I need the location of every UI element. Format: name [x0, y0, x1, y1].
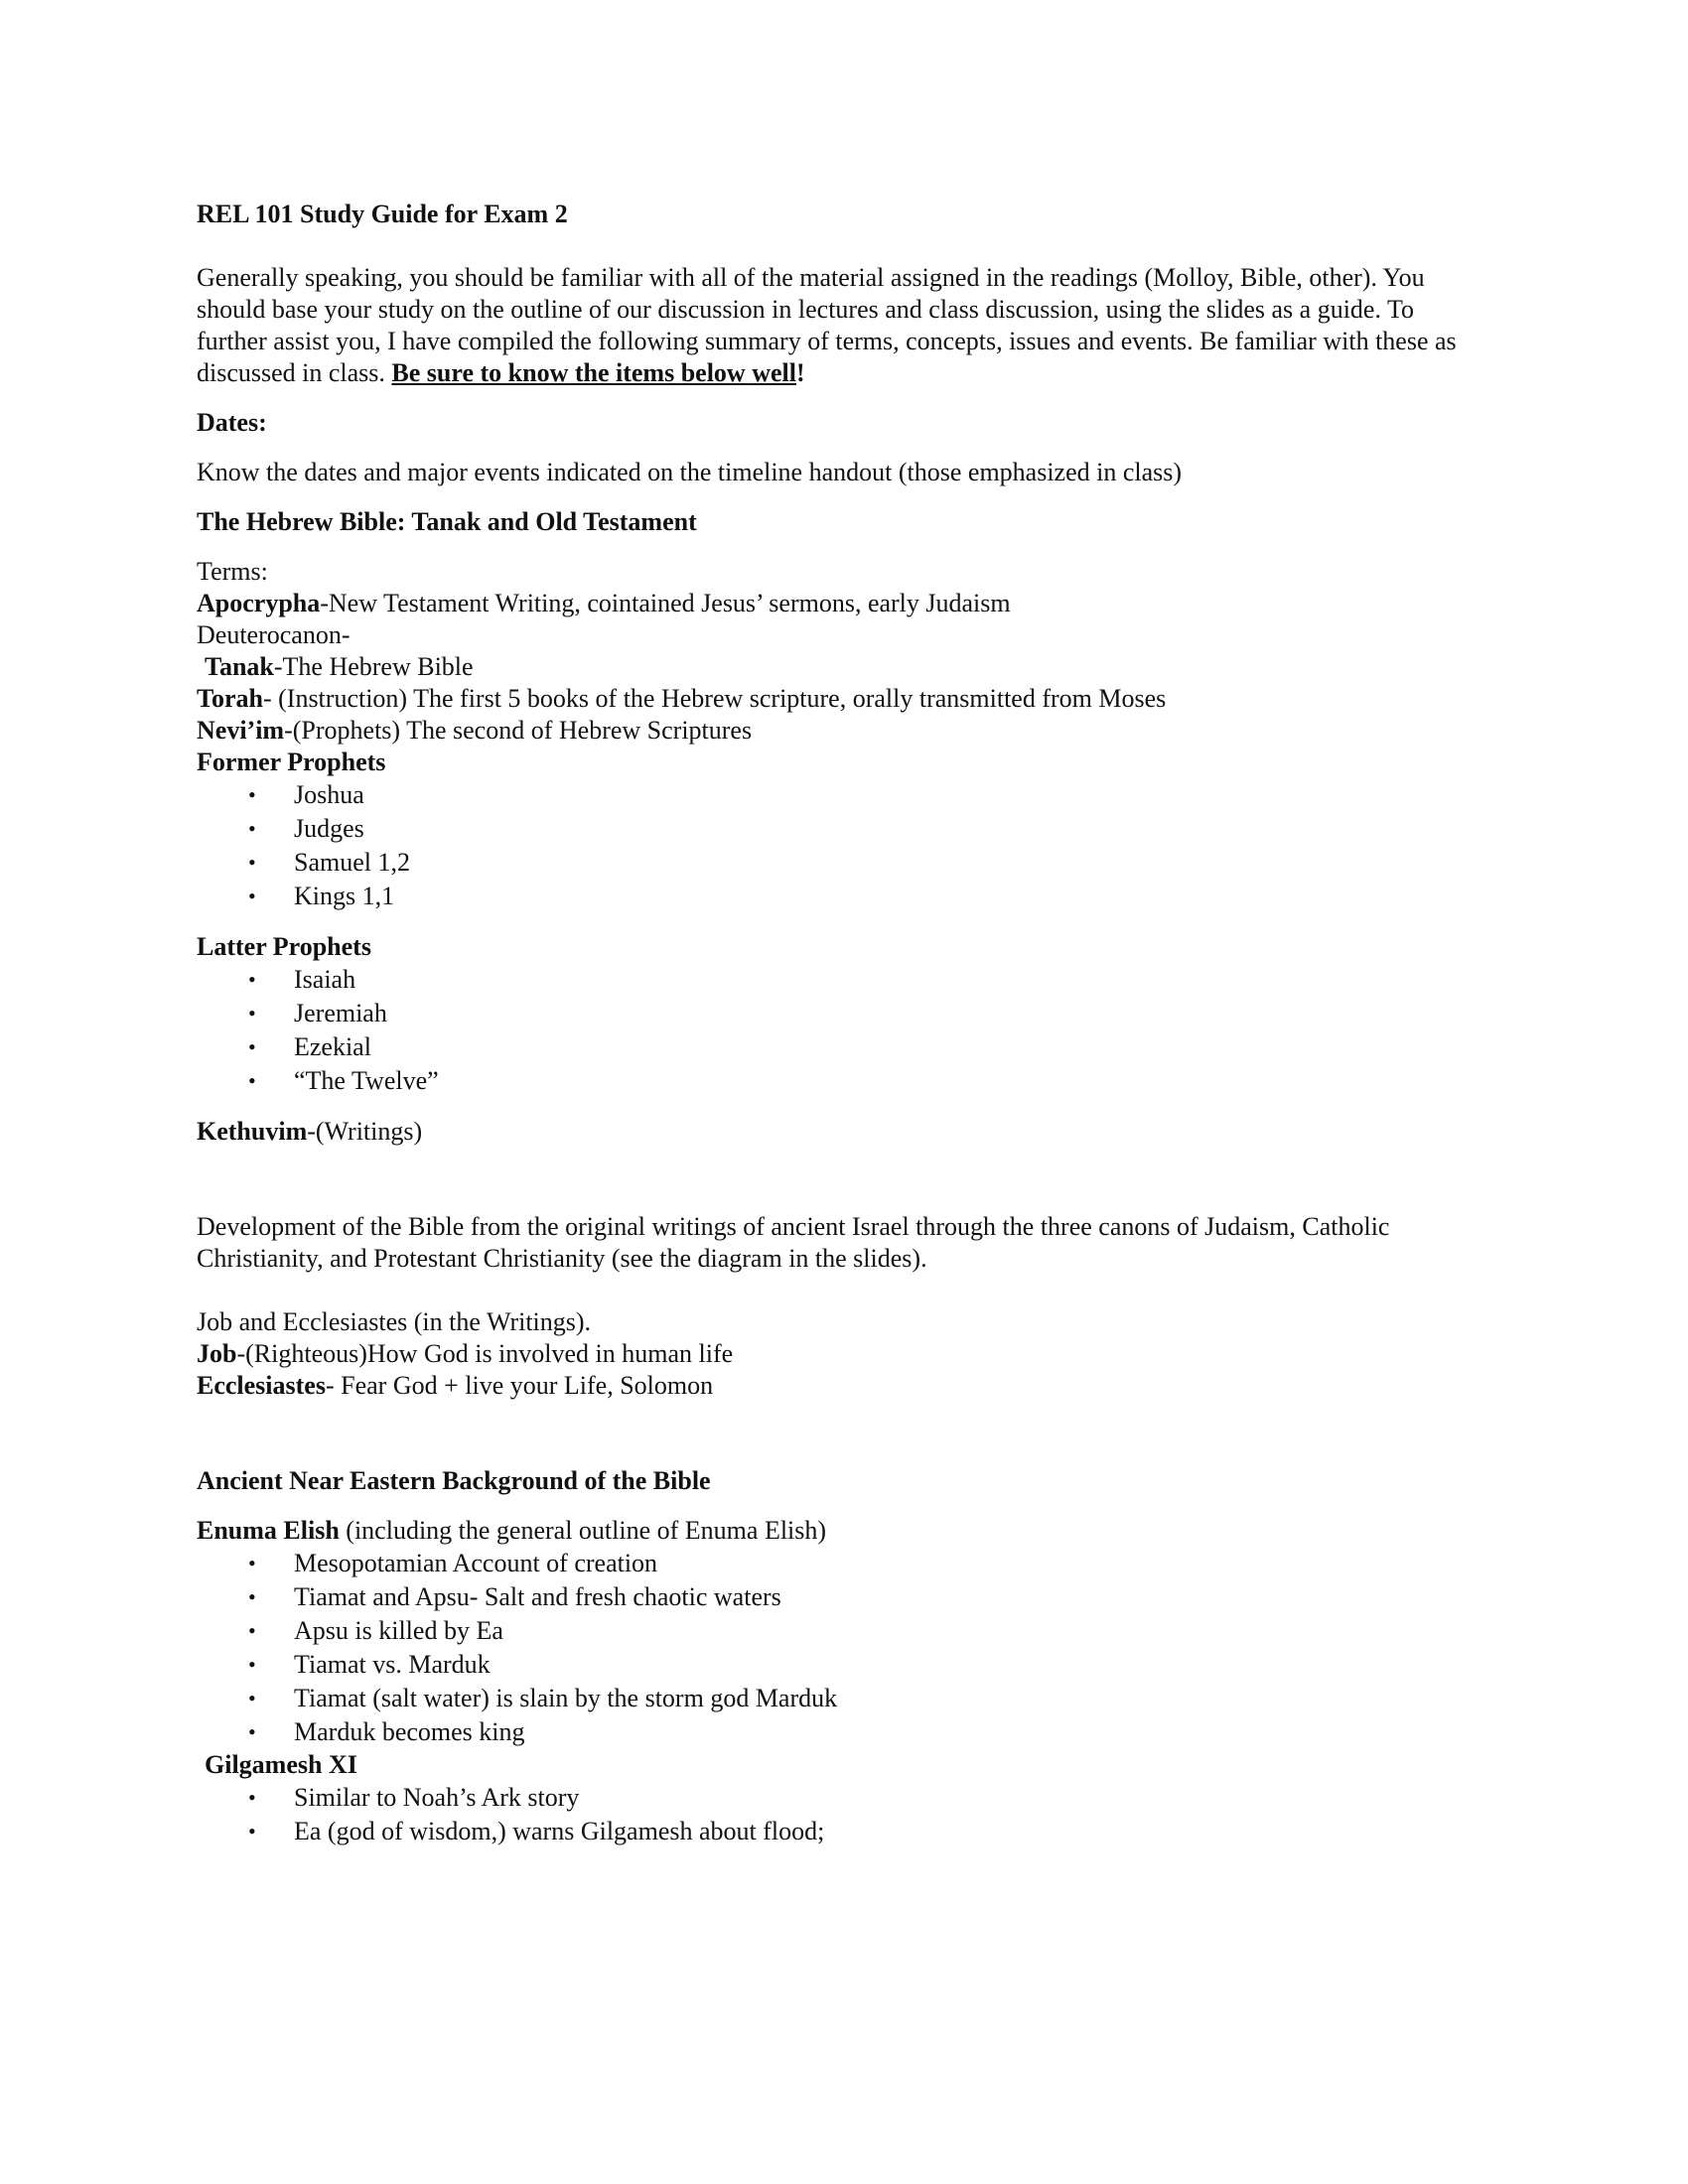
- term-name: Apocrypha: [197, 589, 321, 617]
- list-item-text: Joshua: [294, 780, 364, 809]
- term-definition: Deuterocanon-: [197, 620, 351, 649]
- bullet-icon: •: [248, 1034, 256, 1059]
- list-item: [197, 963, 1487, 997]
- intro-text: Generally speaking, you should be familiar with all of the material assigned in the readings (Molloy, Bible, other). You should base your study on the outline of our discussion in lectures and class discussion, using the slides as a guide. To further assist you, I have compiled the following summary of terms, concepts, issues and events. Be familiar with these as discussed in class.: [197, 263, 1457, 387]
- ane-heading: Ancient Near Eastern Background of the Bible: [197, 1466, 711, 1495]
- term-name: Kethuvim: [197, 1117, 308, 1146]
- term-definition: -(Prophets) The second of Hebrew Scriptures: [284, 716, 753, 745]
- bullet-icon: •: [248, 1584, 256, 1609]
- bullet-icon: •: [248, 1719, 256, 1744]
- term-ecclesiastes: [197, 1370, 1487, 1402]
- term-name: Torah: [197, 684, 263, 713]
- intro-emphasis: Be sure to know the items below well: [391, 358, 796, 387]
- list-item-text: “The Twelve”: [294, 1066, 439, 1095]
- list-item: [197, 1715, 1487, 1749]
- list-item-text: Judges: [294, 814, 364, 843]
- enuma-elish-list: [197, 1547, 1487, 1749]
- list-item: [197, 1064, 1487, 1098]
- list-item-text: Ea (god of wisdom,) warns Gilgamesh about flood;: [294, 1817, 825, 1845]
- former-prophets-heading: Former Prophets: [197, 748, 386, 776]
- list-item: [197, 846, 1487, 880]
- list-item: [197, 1614, 1487, 1648]
- bullet-icon: •: [248, 1001, 256, 1025]
- list-item: [197, 812, 1487, 846]
- bullet-icon: •: [248, 1785, 256, 1810]
- bullet-icon: •: [248, 1819, 256, 1843]
- term-neviim: [197, 715, 1487, 747]
- bullet-icon: •: [248, 884, 256, 908]
- list-item: [197, 880, 1487, 913]
- list-item-text: Similar to Noah’s Ark story: [294, 1783, 580, 1812]
- latter-prophets-heading: Latter Prophets: [197, 932, 371, 961]
- enuma-elish-heading: [197, 1515, 1487, 1547]
- list-item-text: Tiamat vs. Marduk: [294, 1650, 491, 1679]
- term-definition: (including the general outline of Enuma Elish): [339, 1516, 827, 1545]
- term-name: Enuma Elish: [197, 1516, 340, 1545]
- intro-emphasis-end: !: [795, 358, 805, 387]
- list-item-text: Isaiah: [294, 965, 356, 994]
- job-ecclesiastes-intro: Job and Ecclesiastes (in the Writings).: [197, 1307, 592, 1336]
- list-item: [197, 778, 1487, 812]
- hebrew-bible-heading: The Hebrew Bible: Tanak and Old Testament: [197, 507, 697, 536]
- document-body: [197, 199, 1487, 1848]
- term-apocrypha: [197, 588, 1487, 619]
- term-definition: - Fear God + live your Life, Solomon: [325, 1371, 714, 1400]
- term-definition: -New Testament Writing, cointained Jesus’ sermons, early Judaism: [320, 589, 1011, 617]
- term-torah: [197, 683, 1487, 715]
- list-item-text: Tiamat and Apsu- Salt and fresh chaotic waters: [294, 1582, 781, 1611]
- bullet-icon: •: [248, 816, 256, 841]
- list-item: [197, 1547, 1487, 1580]
- term-definition: -(Writings): [307, 1117, 423, 1146]
- bullet-icon: •: [248, 1551, 256, 1575]
- dates-heading: Dates:: [197, 408, 267, 437]
- term-kethuvim: [197, 1116, 1487, 1148]
- bullet-icon: •: [248, 850, 256, 875]
- term-deuterocanon: [197, 619, 1487, 651]
- term-tanak: [197, 651, 1487, 683]
- term-name: Nevi’im: [197, 716, 285, 745]
- list-item-text: Apsu is killed by Ea: [294, 1616, 503, 1645]
- term-name: Job: [197, 1339, 237, 1368]
- bullet-icon: •: [248, 782, 256, 807]
- bullet-icon: •: [248, 1652, 256, 1677]
- list-item-text: Samuel 1,2: [294, 848, 410, 877]
- list-item: [197, 1781, 1487, 1815]
- development-paragraph: Development of the Bible from the original writings of ancient Israel through the three canons of Judaism, Catholic Christianity, and Protestant Christianity (see the diagram in the slides).: [197, 1212, 1390, 1273]
- list-item: [197, 1580, 1487, 1614]
- list-item: [197, 1682, 1487, 1715]
- list-item: [197, 1648, 1487, 1682]
- list-item-text: Tiamat (salt water) is slain by the storm god Marduk: [294, 1684, 838, 1712]
- list-item-text: Jeremiah: [294, 999, 387, 1027]
- list-item-text: Kings 1,1: [294, 882, 395, 910]
- term-job: [197, 1338, 1487, 1370]
- bullet-icon: •: [248, 967, 256, 992]
- terms-label: Terms:: [197, 557, 268, 586]
- former-prophets-list: [197, 778, 1487, 913]
- intro-paragraph: [197, 262, 1477, 389]
- gilgamesh-list: [197, 1781, 1487, 1848]
- dates-text: Know the dates and major events indicated on the timeline handout (those emphasized in class): [197, 458, 1183, 486]
- list-item-text: Mesopotamian Account of creation: [294, 1549, 658, 1577]
- bullet-icon: •: [248, 1686, 256, 1710]
- list-item: [197, 1030, 1487, 1064]
- term-definition: -The Hebrew Bible: [273, 652, 474, 681]
- term-definition: -(Righteous)How God is involved in human life: [236, 1339, 734, 1368]
- term-definition: - (Instruction) The first 5 books of the Hebrew scripture, orally transmitted from Moses: [262, 684, 1167, 713]
- list-item-text: Ezekial: [294, 1032, 371, 1061]
- bullet-icon: •: [248, 1068, 256, 1093]
- gilgamesh-heading: Gilgamesh XI: [205, 1750, 357, 1779]
- bullet-icon: •: [248, 1618, 256, 1643]
- list-item: [197, 1815, 1487, 1848]
- page-title: REL 101 Study Guide for Exam 2: [197, 200, 568, 228]
- list-item-text: Marduk becomes king: [294, 1717, 525, 1746]
- list-item: [197, 997, 1487, 1030]
- term-name: Ecclesiastes: [197, 1371, 326, 1400]
- latter-prophets-list: [197, 963, 1487, 1098]
- term-name: Tanak: [205, 652, 274, 681]
